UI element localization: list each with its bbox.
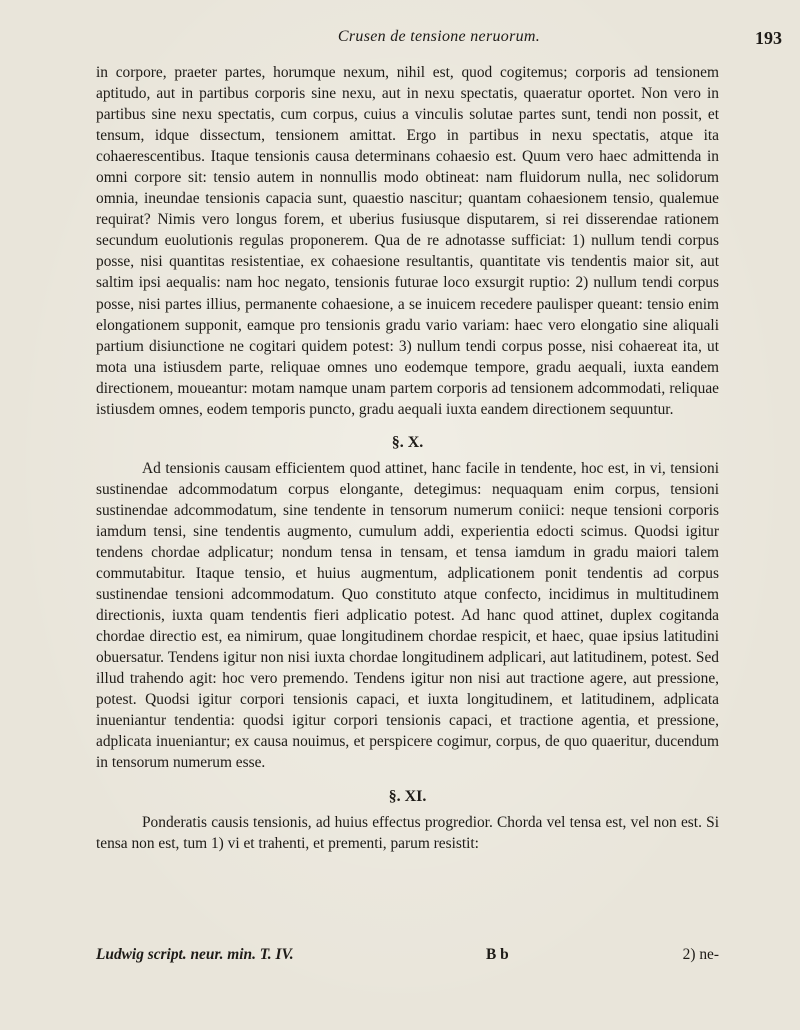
- page-footer: [96, 946, 719, 968]
- sheet-mark: B b: [486, 946, 509, 963]
- catchword: 2) ne-: [682, 946, 719, 963]
- section-heading-xi: §. XI.: [388, 787, 427, 805]
- paragraph-section-x: Ad tensionis causam efficientem quod attinet, hanc facile in tendente, hoc est, in vi, tensioni sustinendae adcommodatum corpus elongante, detegimus: nequaquam enim corpus, tensioni sustinendae adcommodatum, sine tendente in tensorum numerum coniici: neque tensioni corporis iamdum tensi, sine tendentis augmento, cumulum addi, experientia edocti scimus. Quodsi igitur tendens chordae adplicatur; nondum tensa in tensam, et tensa iamdum in gradu maiori talem commutabitur. Itaque tensio, et huius augmentum, adplicationem ponit tendentis ad corpus sustinendae tensioni adcommodatum. Quo constituto atque confecto, incidimus in multitudinem directionis, iuxta quam tendentis fieri adplicatio potest. Ad hanc quod attinet, duplex cogitanda chordae directio est, ea nimirum, quae longitudinem chordae respicit, et haec, quae ipsius latitudini obuersatur. Tendens igitur non nisi iuxta chordae longitudinem adplicari, aut latitudinem, potest. Sed illud trahendo agit: hoc vero premendo. Tendens igitur non nisi aut tractione agere, aut pressione, potest. Quodsi igitur corpori tensionis capaci, et iuxta longitudinem, et latitudinem, adplicata inueniantur tendentia: quodsi igitur corpori tensionis capaci, et tractione agentia, et pressione, adplicata inueniantur; ex causa nouimus, et perspicere cogimur, corpus, de quo quaeritur, ducendum in tensorum numerum esse.: [96, 459, 719, 772]
- page-body: [96, 62, 719, 854]
- footer-signature: Ludwig script. neur. min. T. IV.: [96, 946, 294, 963]
- page-number: 193: [755, 28, 782, 48]
- section-heading-x: §. X.: [391, 433, 424, 451]
- paragraph-continuation: in corpore, praeter partes, horumque nexum, nihil est, quod cogitemus; corporis ad tensionem aptitudo, aut in partibus corporis sine nexu, aut in nexu spectatis, quaeratur oportet. Non vero in partibus sine nexu spectatis, cum corpus, cuius a vinculis solutae partes sunt, tendi non possit, et tensum, idque dissectum, tensionem amittat. Ergo in partibus in nexu spectatis, atque ita cohaerescentibus. Itaque tensionis causa determinans cohaesio est. Quum vero haec admittenda in omni corpore sit: tensio autem in nonnullis modo obtineat: nam fluidorum nulla, nec solidorum omnia, ineundae tensionis capacia sunt, quaestio nascitur; quantam cohaesionem tensio, qualemue requirat? Nimis vero longus forem, et uberius fusiusque disputarem, si rei disserendae rationem secundum euolutionis regulas proponerem. Qua de re adnotasse sufficiat: 1) nullum tendi corpus posse, nisi quantitas resistentiae, ex cohaesione resultantis, quantitate vis tendentis maior sit, aut saltim ipsi aequalis: nam hoc negato, tensionis futurae loco exsurgit ruptio: 2) nullum tendi corpus posse, nisi partes illius, permanente cohaesione, a se inuicem recedere paulisper queant: tensio enim elongationem supponit, eamque pro tensionis gradu vario variam: haec vero elongatio sine aliquali partium disiunctione ne cogitari quidem potest: 3) nullum tendi corpus posse, nisi cohaereat ita, ut mota una istiusdem parte, reliquae omnes uno eodemque tempore, gradu aequali, iuxta eandem directionem, moueantur: motam namque unam partem corporis ad tensionem adcommodati, reliquae istiusdem omnes, eodem temporis puncto, gradu aequali iuxta eandem directionem sequuntur.: [96, 64, 719, 418]
- page-header: [96, 28, 782, 52]
- running-title: Crusen de tensione neruorum.: [337, 28, 541, 45]
- paragraph-section-xi: Ponderatis causis tensionis, ad huius effectus progredior. Chorda vel tensa est, vel non est. Si tensa non est, tum 1) vi et trahenti, et prementi, parum resistit:: [96, 813, 719, 852]
